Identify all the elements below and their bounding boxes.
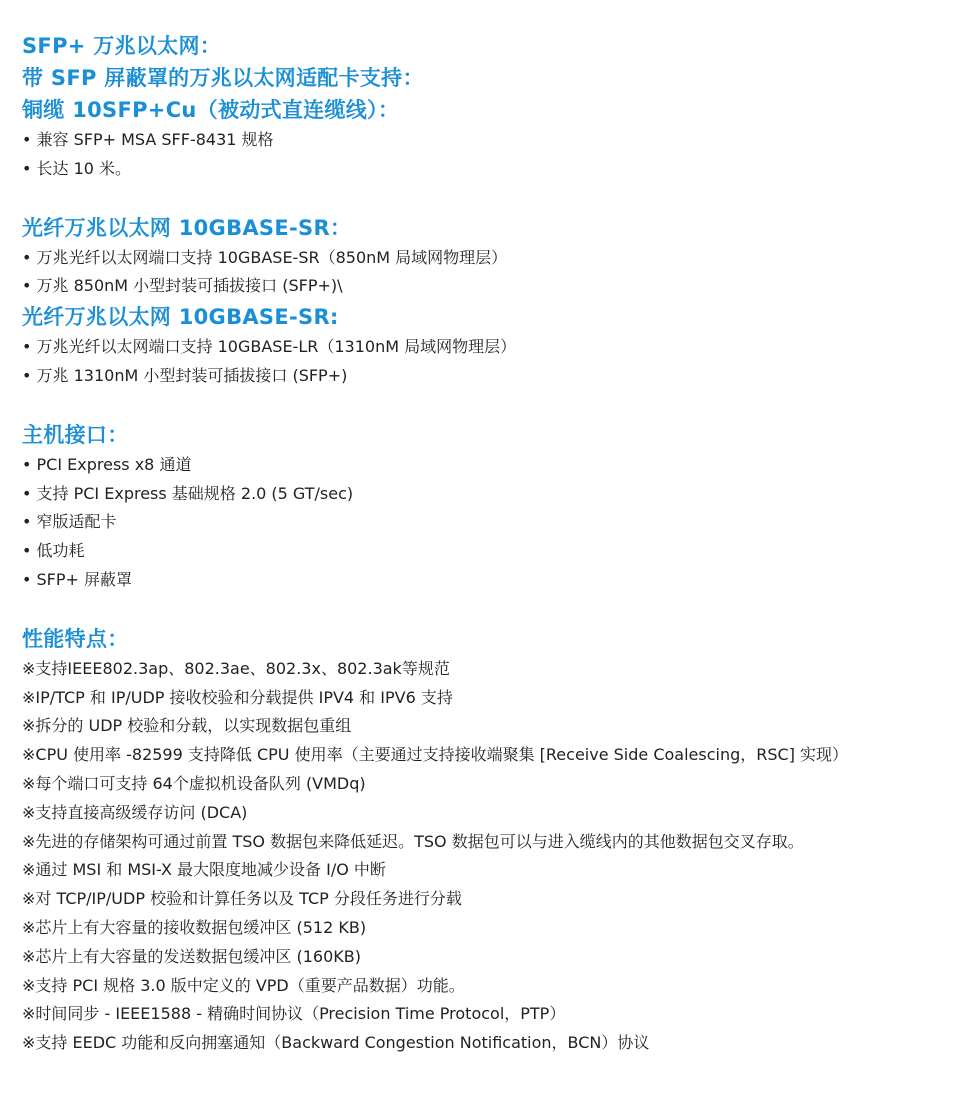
list-item-feature: ※通过 MSI 和 MSI-X 最大限度地减少设备 I/O 中断 bbox=[22, 860, 386, 880]
heading-copper-cable: 铜缆 10SFP+Cu（被动式直连缆线）： bbox=[22, 98, 400, 122]
heading-fiber-sr: 光纤万兆以太网 10GBASE-SR： bbox=[22, 215, 352, 240]
list-item-lr: • 万兆 1310nM 小型封装可插拔接口 (SFP+) bbox=[22, 365, 348, 385]
list-item-host: • PCI Express x8 通道 bbox=[22, 454, 192, 474]
list-item-feature: ※芯片上有大容量的发送数据包缓冲区 (160KB) bbox=[22, 946, 361, 966]
heading-performance-features: 性能特点： bbox=[22, 626, 129, 651]
heading-host-interface: 主机接口： bbox=[22, 422, 129, 447]
list-item-feature: ※支持 EEDC 功能和反向拥塞通知（Backward Congestion Notification，BCN）协议 bbox=[22, 1033, 650, 1053]
spec-document bbox=[22, 30, 962, 1058]
heading-sfp-shield-adapter: 带 SFP 屏蔽罩的万兆以太网适配卡支持： bbox=[22, 66, 424, 90]
list-item-sr: • 万兆 850nM 小型封装可插拔接口 (SFP+)\ bbox=[22, 276, 343, 296]
list-item-lr: • 万兆光纤以太网端口支持 10GBASE-LR（1310nM 局域网物理层） bbox=[22, 337, 517, 357]
list-item-feature: ※支持IEEE802.3ap、802.3ae、802.3x、802.3ak等规范 bbox=[22, 658, 450, 678]
list-item-host: • SFP+ 屏蔽罩 bbox=[22, 569, 133, 589]
heading-sfp-10g: SFP+ 万兆以太网： bbox=[22, 34, 222, 58]
list-item-feature: ※每个端口可支持 64个虚拟机设备队列 (VMDq) bbox=[22, 773, 366, 793]
list-item-feature: ※时间同步 - IEEE1588 - 精确时间协议（Precision Time Protocol，PTP） bbox=[22, 1004, 566, 1024]
list-item-feature: ※支持 PCI 规格 3.0 版中定义的 VPD（重要产品数据）功能。 bbox=[22, 975, 465, 995]
list-item-host: • 支持 PCI Express 基础规格 2.0 (5 GT/sec) bbox=[22, 483, 354, 503]
heading-fiber-lr: 光纤万兆以太网 10GBASE-SR: bbox=[22, 305, 339, 330]
list-item-feature: ※先进的存储架构可通过前置 TSO 数据包来降低延迟。TSO 数据包可以与进入缆线内的其他数据包交叉存取。 bbox=[22, 831, 804, 851]
list-item-feature: ※CPU 使用率 -82599 支持降低 CPU 使用率（主要通过支持接收端聚集 [Receive Side Coalescing，RSC] 实现） bbox=[22, 745, 849, 765]
list-item-sr: • 万兆光纤以太网端口支持 10GBASE-SR（850nM 局域网物理层） bbox=[22, 247, 508, 267]
list-item-host: • 窄版适配卡 bbox=[22, 512, 117, 532]
list-item-copper: • 兼容 SFP+ MSA SFF-8431 规格 bbox=[22, 130, 274, 149]
list-item-copper: • 长达 10 米。 bbox=[22, 158, 132, 178]
list-item-feature: ※对 TCP/IP/UDP 校验和计算任务以及 TCP 分段任务进行分载 bbox=[22, 889, 462, 909]
list-item-feature: ※拆分的 UDP 校验和分载，以实现数据包重组 bbox=[22, 716, 352, 736]
list-item-host: • 低功耗 bbox=[22, 541, 85, 561]
list-item-feature: ※支持直接高级缓存访问 (DCA) bbox=[22, 802, 248, 822]
list-item-feature: ※IP/TCP 和 IP/UDP 接收校验和分载提供 IPV4 和 IPV6 支持 bbox=[22, 687, 453, 707]
list-item-feature: ※芯片上有大容量的接收数据包缓冲区 (512 KB) bbox=[22, 917, 367, 937]
